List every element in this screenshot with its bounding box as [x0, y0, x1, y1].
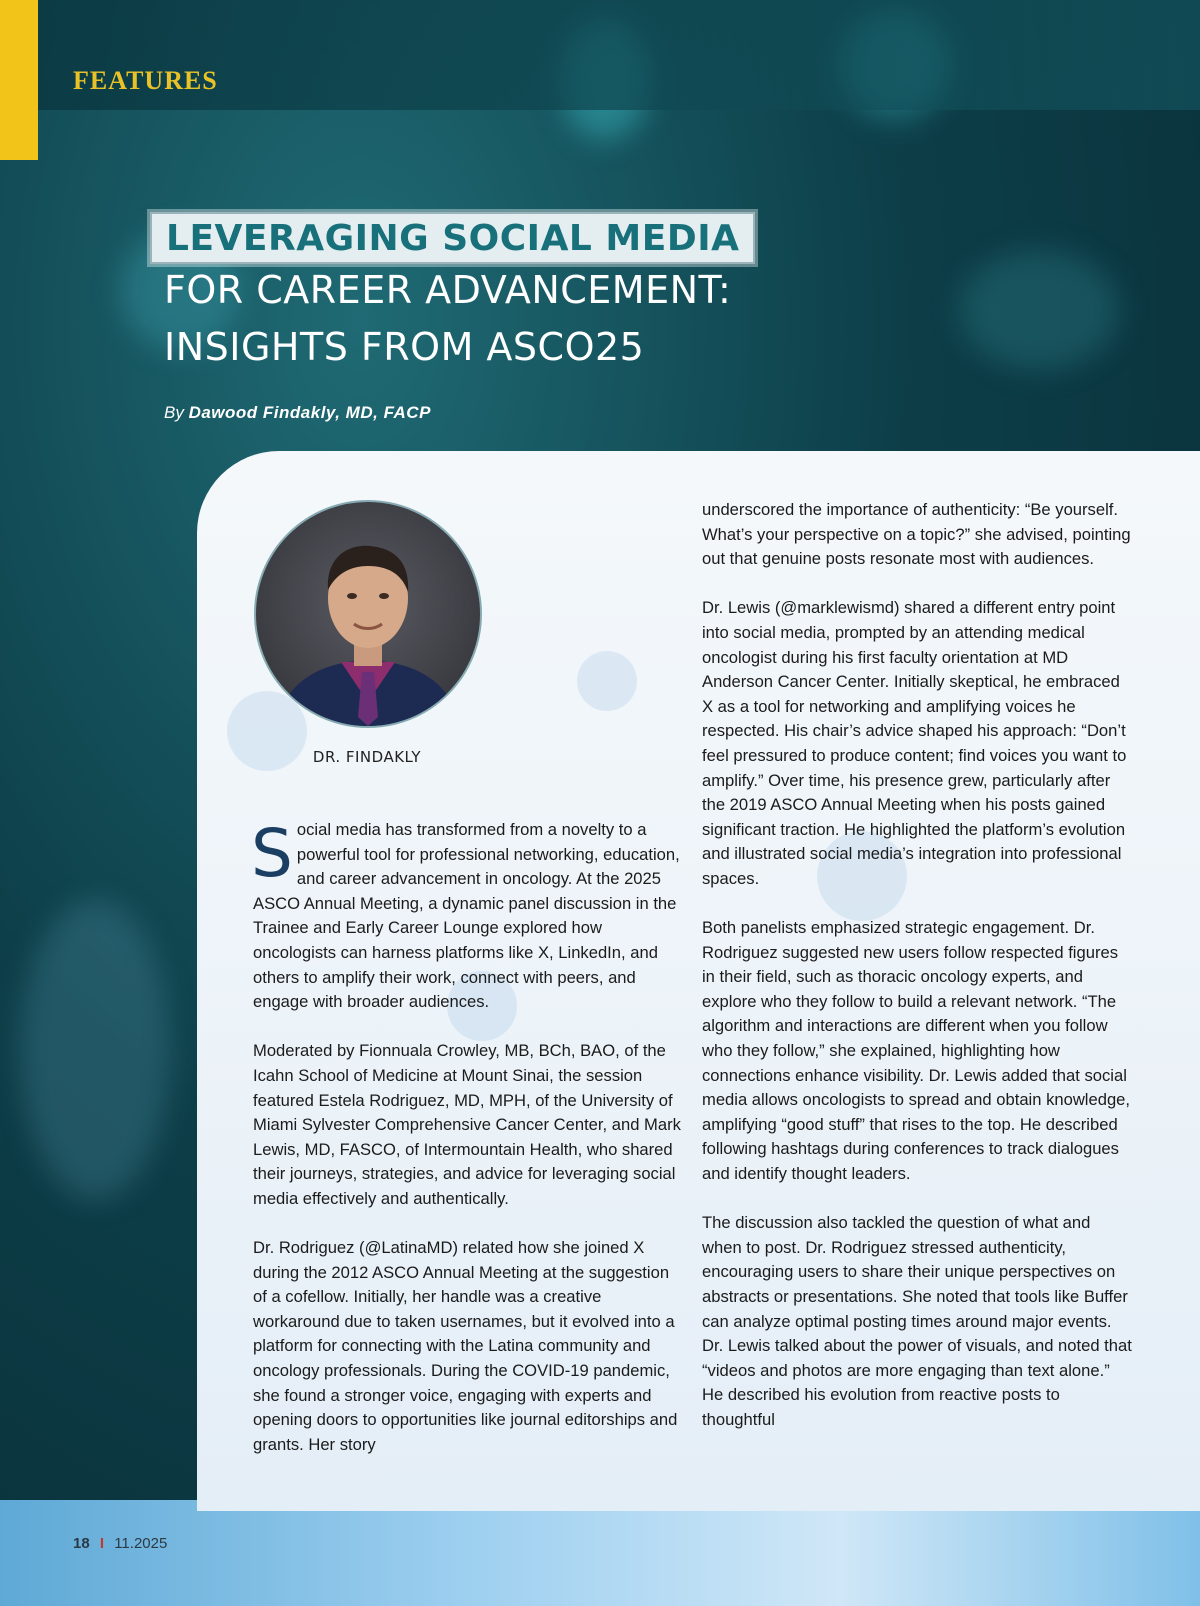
paragraph-text: ocial media has transformed from a novelty to a powerful tool for professional networking, education, and career advancement in oncology. At the 2025 ASCO Annual Meeting, a dynamic panel discussion in the Trainee and Early Career Lounge explored how oncologists can harness platforms like X, LinkedIn, and others to amplify their work, connect with peers, and engage with broader audiences.	[253, 820, 680, 1012]
title-highlight: LEVERAGING SOCIAL MEDIA	[166, 217, 740, 259]
title-highlight-box	[150, 212, 755, 264]
title-line-2: FOR CAREER ADVANCEMENT:	[164, 268, 732, 312]
article-column-1	[251, 815, 685, 1482]
footer-separator: I	[99, 1535, 105, 1552]
author-photo	[254, 500, 482, 728]
background-bokeh	[577, 651, 637, 711]
article-paragraph: Moderated by Fionnuala Crowley, MB, BCh, BAO, of the Icahn School of Medicine at Mount Sinai, the session featured Estela Rodriguez, MD, MPH, of the University of Miami Sylvester Comprehensive Cancer Center, and Mark Lewis, MD, FASCO, of Intermountain Health, who shared their journeys, strategies, and advice for leveraging social media effectively and authentically.	[253, 1041, 681, 1208]
author-portrait-illustration	[256, 502, 480, 726]
background-bokeh	[960, 250, 1120, 370]
article-paragraph: Dr. Lewis (@marklewismd) shared a different entry point into social media, prompted by an attending medical oncologist during his first faculty orientation at MD Anderson Cancer Center. Initially skeptical, he embraced X as a tool for networking and amplifying voices he respected. His chair’s advice shaped his approach: “Don’t feel pressured to produce content; find voices you want to amplify.” Over time, his presence grew, particularly after the 2019 ASCO Annual Meeting when his posts gained significant traction. He highlighted the platform’s evolution and illustrated social media’s integration into professional spaces.	[702, 598, 1127, 888]
article-paragraph	[251, 815, 685, 1015]
byline	[164, 403, 431, 423]
title-line-3: INSIGHTS FROM ASCO25	[164, 325, 645, 369]
article-paragraph: The discussion also tackled the question of what and when to post. Dr. Rodriguez stressed authenticity, encouraging users to share their unique perspectives on abstracts or presentations. She noted that tools like Buffer can analyze optimal posting times around major events. Dr. Lewis talked about the power of visuals, and noted that “videos and photos are more engaging than text alone.” He described his evolution from reactive posts to thoughtful	[702, 1213, 1132, 1429]
article-paragraph: underscored the importance of authenticity: “Be yourself. What’s your perspective on a topic?” she advised, pointing out that genuine posts resonate most with audiences.	[702, 500, 1131, 569]
issue-date: 11.2025	[114, 1535, 168, 1552]
drop-cap: S	[251, 815, 293, 892]
section-label: FEATURES	[73, 66, 218, 95]
page-number: 18	[73, 1535, 90, 1552]
byline-prefix: By	[164, 403, 184, 422]
article-column-2	[702, 498, 1134, 1457]
article-paragraph: Dr. Rodriguez (@LatinaMD) related how she joined X during the 2012 ASCO Annual Meeting at the suggestion of a cofellow. Initially, her handle was a creative workaround due to taken usernames, but it evolved into a platform for connecting with the Latina community and oncology professionals. During the COVID-19 pandemic, she found a stronger voice, engaging with experts and opening doors to opportunities like journal editorships and grants. Her story	[253, 1238, 678, 1454]
background-bokeh	[20, 900, 170, 1200]
byline-author: Dawood Findakly, MD, FACP	[188, 403, 431, 422]
section-accent-strip	[0, 0, 38, 160]
photo-caption: DR. FINDAKLY	[312, 748, 422, 766]
article-paragraph: Both panelists emphasized strategic engagement. Dr. Rodriguez suggested new users follow respected figures in their field, such as thoracic oncology experts, and explore who they follow to build a relevant network. “The algorithm and interactions are different when you follow who they follow,” she explained, highlighting how connections enhance visibility. Dr. Lewis added that social media allows oncologists to spread and obtain knowledge, amplifying “good stuff” that rises to the top. He described following hashtags during conferences to track dialogues and identify thought leaders.	[702, 918, 1131, 1184]
footer-band	[0, 1500, 1200, 1606]
page-footer	[73, 1535, 167, 1552]
